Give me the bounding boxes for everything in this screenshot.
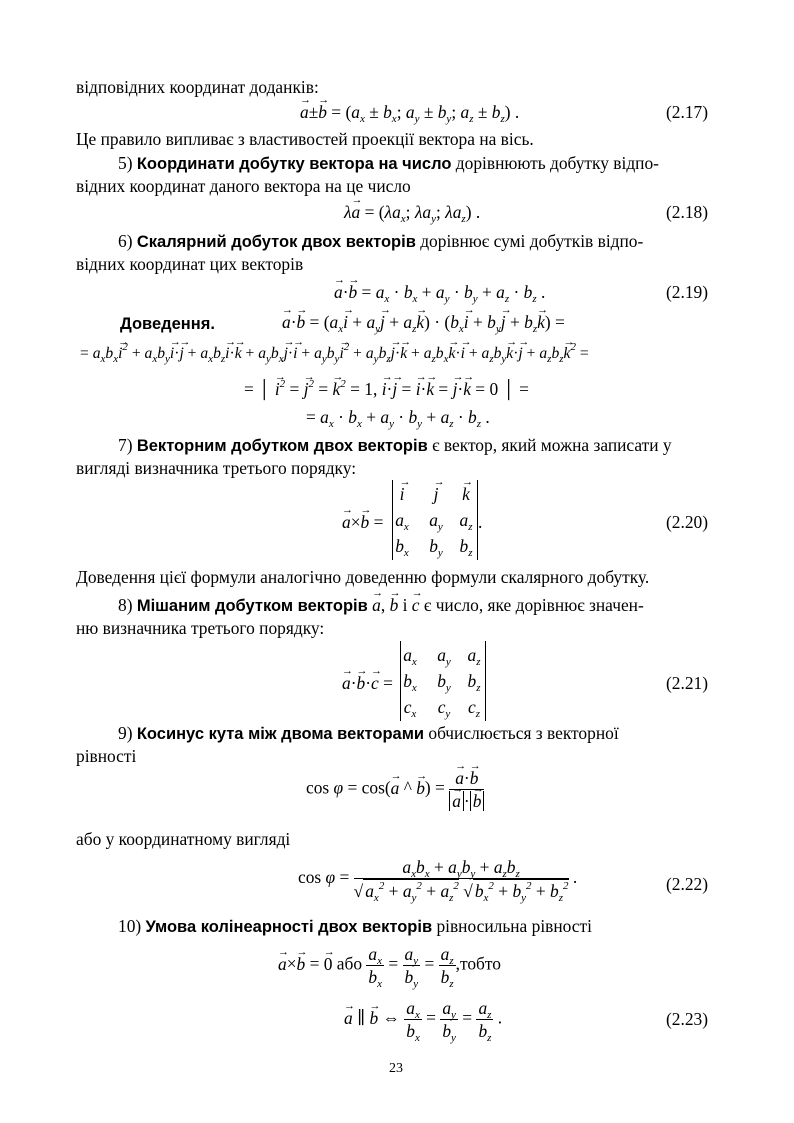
equation-number: (2.21)	[666, 673, 709, 693]
paragraph-8-line1: 8) Мішаним добутком векторів → a, → b і → c є число, яке дорівнює значен-	[118, 594, 644, 617]
formula-cosine: cos φ = cos(→ a ^ → b) = → a·→ b → a ·→ b	[306, 767, 484, 812]
formula-2-21-lhs: → a·→ b·→ c =	[342, 672, 393, 694]
formula-2-18: $\lambda\to a = (\lambda a_x$; $\lambda a_y$; $\lambda a_z$) .	[344, 201, 480, 223]
formula-2-23: → a ∥ → b ⇔ $\frac{a_x}{b_x}$ = $\frac{a_y}{b_y}$ = $\frac{a_z}{b_z}$ .	[344, 997, 502, 1042]
page-number: 23	[389, 1061, 403, 1076]
paragraph-5-line1: 5) Координати добутку вектора на число дорівнюють добутку відпо-	[118, 153, 659, 173]
equation-number: (2.20)	[666, 512, 709, 532]
text-line: вигляді визначника третього порядку:	[76, 458, 357, 478]
formula-2-19: → $a\cdot\to b = a_x \cdot b_x + a_y \cdot b_y + a_z \cdot b_z$ .	[334, 281, 545, 303]
formula-collinear-1: → a×→ b = → 0 або $\frac{a_x}{b_x}$ = $\frac{a_y}{b_y}$ = $\frac{a_z}{b_z}$ ,тобто	[278, 943, 501, 988]
text-line: відповідних координат доданків:	[76, 77, 319, 97]
text-line: відних координат цих векторів	[76, 254, 304, 274]
determinant-2-20: → i → j → k $a_x$ $a_y$ $a_z$ $b_x$ $b_y$ $b_z$	[392, 480, 478, 560]
equation-number: (2.19)	[666, 282, 709, 302]
proof-formula-line4: = $a_x \cdot b_x + a_y \cdot b_y + a_z \cdot b_z$ .	[306, 407, 490, 430]
text-line: Це правило випливає з властивостей проекції вектора на вісь.	[76, 129, 534, 149]
proof-formula-line2: = $a_xb_x\to i^2 + a_xb_y\to i\cdot\to j + a_xb_z\to i\cdot\to k + a_yb_x\to j\cdot\to i + a_yb_y\to i^2 + a_yb_z\to j\cdot\to k + a_zb_x\to k\cdot\to i + a_zb_y\to k\cdot\to j + a_zb_z\to k^2$ =	[80, 343, 589, 365]
proof-formula-line1: → $a\cdot\to b = (a_x\to i + a_y\to j + a_z\to k) \cdot (b_x\to i + b_y\to j + b_z\to k)$ =	[282, 311, 565, 333]
proof-label: Доведення.	[120, 315, 215, 333]
equation-number: (2.23)	[666, 1009, 709, 1029]
determinant-2-21: $a_x$ $a_y$ $a_z$ $b_x$ $b_y$ $b_z$ $c_x$ $c_y$ $c_z$	[400, 641, 486, 721]
text-line: відних координат даного вектора на це число	[76, 176, 411, 196]
equation-number: (2.18)	[666, 202, 709, 222]
paragraph-6-line1: 6) Скалярний добуток двох векторів дорівнює сумі добутків відпо-	[118, 231, 644, 251]
text-line: ню визначника третього порядку:	[76, 618, 325, 638]
equation-number: (2.17)	[666, 102, 709, 122]
formula-dot: .	[478, 512, 483, 532]
equation-number: (2.22)	[666, 874, 709, 894]
paragraph-9-line1: 9) Косинус кута між двома векторами обчислюється з векторної	[118, 723, 619, 743]
formula-2-22: cos φ = $\frac{a_xb_x + a_yb_y + a_zb_z}{√ a_x^2 + a_y^2 + a_z^2 √ b_x^2 + b_y^2 + b_z^2}$ .	[298, 857, 578, 904]
text-line: рівності	[76, 746, 137, 766]
formula-2-20-lhs: → a×→ b =	[342, 511, 383, 533]
paragraph-7-line1: 7) Векторним добутком двох векторів є вектор, який можна записати у	[118, 435, 672, 455]
proof-formula-line3: = │ → $i^2$ = → $j^2$ = → $k^2 = 1$, → i·→ j = → i·→ k = → j·→ k = 0 │ =	[244, 378, 529, 400]
text-line: Доведення цієї формули аналогічно доведенню формули скалярного добутку.	[76, 567, 650, 587]
text-line: або у координатному вигляді	[76, 829, 291, 849]
formula-2-17: → $a\pm\to b = (a_x \pm b_x$; $a_y \pm b_y$; $a_z \pm b_z$) .	[300, 101, 519, 123]
paragraph-10-line1: 10) Умова колінеарності двох векторів рівносильна рівності	[118, 916, 592, 936]
